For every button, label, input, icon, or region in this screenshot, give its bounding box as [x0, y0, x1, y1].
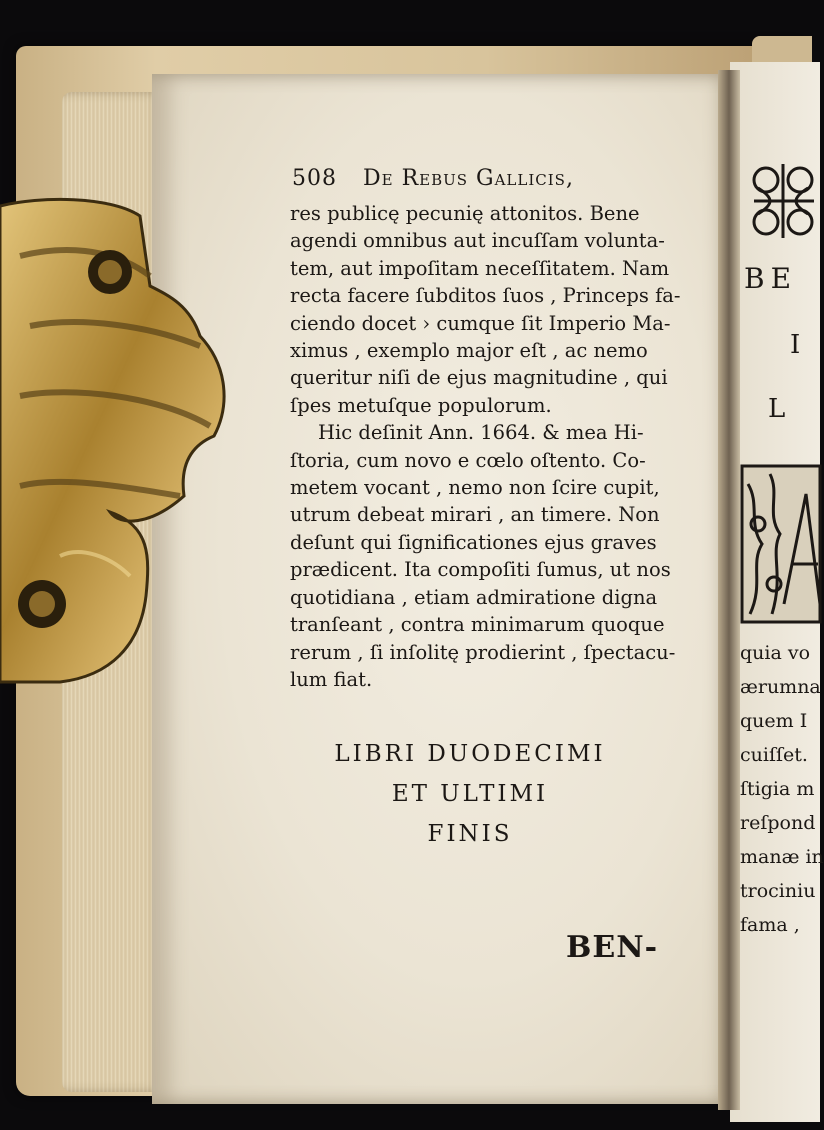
text-line: tem, aut impoſitam neceſſitatem. Nam [290, 256, 670, 280]
page-number: 508 [292, 166, 337, 191]
decorated-initial-icon [740, 464, 820, 624]
text-line: res publicę pecunię attonitos. Bene [290, 202, 640, 225]
catchword: BEN- [566, 930, 659, 965]
text-line: ciendo docet › cumque ſit Imperio Ma- [290, 311, 671, 335]
text-line: metem vocant , nemo non ſcire cupit, [290, 476, 660, 500]
text-line: Hic deſinit Ann. 1664. & mea Hi- [318, 421, 644, 445]
finis-line: ET ULTIMI [391, 781, 549, 807]
text-line: agendi omnibus aut incuſſam volunta- [290, 229, 665, 253]
text-line: cuiſſet. [740, 744, 808, 766]
text-line: quia vo [740, 642, 811, 664]
text-line: rerum , ſi inſolitę prodierint , ſpectacu- [290, 640, 676, 664]
finis-line: FINIS [427, 821, 513, 847]
text-line: prædicent. Ita compoſiti ſumus, ut nos [290, 558, 671, 582]
recto-heading: BE [744, 262, 798, 295]
running-head [292, 166, 608, 191]
body-text [290, 200, 681, 693]
text-line: fama , [740, 914, 800, 936]
recto-heading: I [790, 330, 801, 360]
text-line: reſpond [740, 812, 816, 834]
text-line: manæ in [740, 846, 824, 868]
text-line: ſtigia m [740, 778, 815, 800]
text-line: tranſeant , contra minimarum quoque [290, 613, 665, 637]
text-line: queritur niſi de ejus magnitudine , qui [290, 366, 668, 390]
text-line: lum fiat. [290, 667, 373, 691]
text-line: trociniu [740, 880, 816, 902]
finis-block [290, 734, 650, 854]
text-line: quem I [740, 710, 808, 732]
recto-heading: L [768, 394, 786, 424]
text-line: ſpes metuſque populorum. [290, 393, 552, 417]
text-line: deſunt qui ſignificationes ejus graves [290, 530, 657, 554]
recto-text [740, 636, 824, 942]
running-title: De Rebus Gallicis, [363, 166, 574, 191]
text-line: utrum debeat mirari , an timere. Non [290, 503, 660, 527]
text-line: quotidiana , etiam admiratione digna [290, 585, 658, 609]
text-line: ærumna [740, 676, 821, 698]
brass-clasp [0, 196, 232, 686]
finis-line: LIBRI DUODECIMI [334, 741, 606, 767]
book-gutter [718, 70, 740, 1110]
text-line: ſtoria, cum novo e cœlo oſtento. Co- [290, 448, 646, 472]
text-line: recta facere ſubditos ſuos , Princeps fa- [290, 284, 681, 308]
fleuron-ornament-icon [744, 158, 814, 244]
text-line: ximus , exemplo major eſt , ac nemo [290, 339, 648, 363]
